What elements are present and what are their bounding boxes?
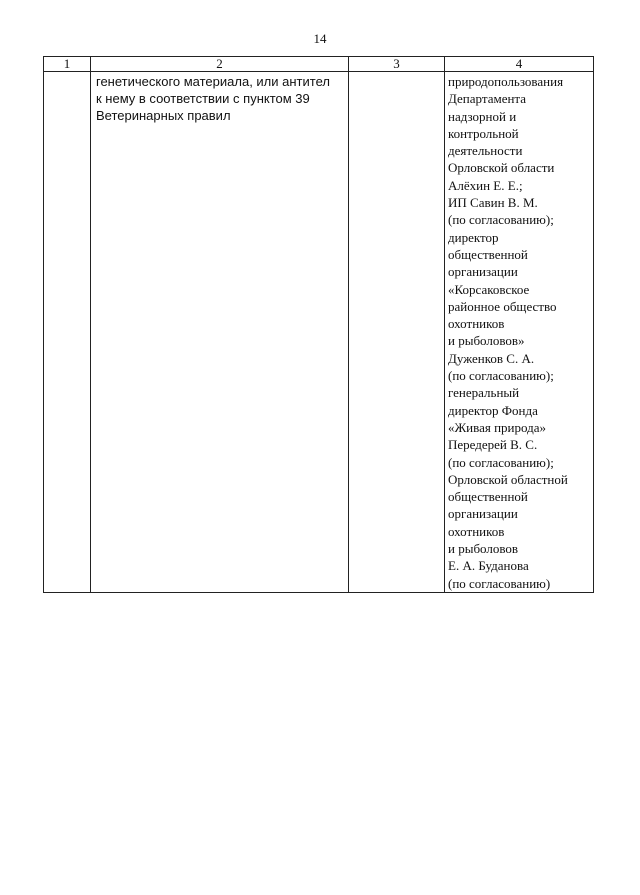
cell-text-line: природопользования [448, 74, 564, 89]
cell-text-line: районное общество [448, 298, 557, 314]
column-header-3: 3 [349, 57, 445, 72]
cell-text-line: к нему в соответствии с пунктом 39 [96, 91, 310, 106]
cell-text-line: и рыболовов [448, 541, 519, 557]
cell-text-line: Дуженков С. А. [448, 350, 535, 366]
column-header-4: 4 [445, 57, 594, 72]
cell-text-line: Орловской областной [448, 471, 568, 487]
cell-col1 [44, 72, 91, 593]
cell-col2-text [91, 72, 348, 124]
cell-text-line: организации [448, 506, 518, 522]
cell-text-line: ИП Савин В. М. [448, 195, 538, 211]
cell-text-line: директор [448, 229, 499, 245]
cell-text-line: общественной [448, 489, 528, 505]
cell-text-line: (по согласованию) [448, 575, 551, 591]
cell-text-line: надзорной и [448, 108, 517, 124]
cell-col2 [91, 72, 349, 593]
column-header-2: 2 [91, 57, 349, 72]
cell-text-line: деятельности [448, 143, 523, 159]
cell-text-line: «Живая природа» [448, 419, 546, 435]
cell-text-line: Ветеринарных правил [96, 108, 231, 123]
cell-text-line: контрольной [448, 125, 519, 141]
page-number: 14 [313, 31, 327, 46]
table-header-row [44, 57, 594, 72]
cell-text-line: генеральный [448, 385, 520, 401]
cell-text-line: организации [448, 264, 518, 280]
document-table [43, 56, 594, 593]
cell-text-line: Алёхин Е. Е.; [448, 177, 523, 193]
cell-text-line: охотников [448, 316, 505, 332]
cell-col4-text [445, 72, 593, 592]
table-row [44, 72, 594, 593]
cell-col3 [349, 72, 445, 593]
cell-text-line: и рыболовов» [448, 333, 525, 349]
cell-text-line: охотников [448, 523, 505, 539]
column-header-1: 1 [44, 57, 91, 72]
cell-text-line: «Корсаковское [448, 281, 530, 297]
cell-text-line: генетического материала, или антител [96, 74, 330, 89]
cell-text-line: Департамента [448, 91, 527, 107]
cell-text-line: Орловской области [448, 160, 555, 176]
cell-text-line: (по согласованию); [448, 212, 554, 228]
cell-text-line: (по согласованию); [448, 454, 554, 470]
cell-text-line: директор Фонда [448, 402, 538, 418]
cell-text-line: (по согласованию); [448, 368, 554, 384]
cell-text-line: Е. А. Буданова [448, 558, 529, 574]
cell-text-line: общественной [448, 246, 528, 262]
cell-col4 [445, 72, 594, 593]
cell-text-line: Передерей В. С. [448, 437, 538, 453]
